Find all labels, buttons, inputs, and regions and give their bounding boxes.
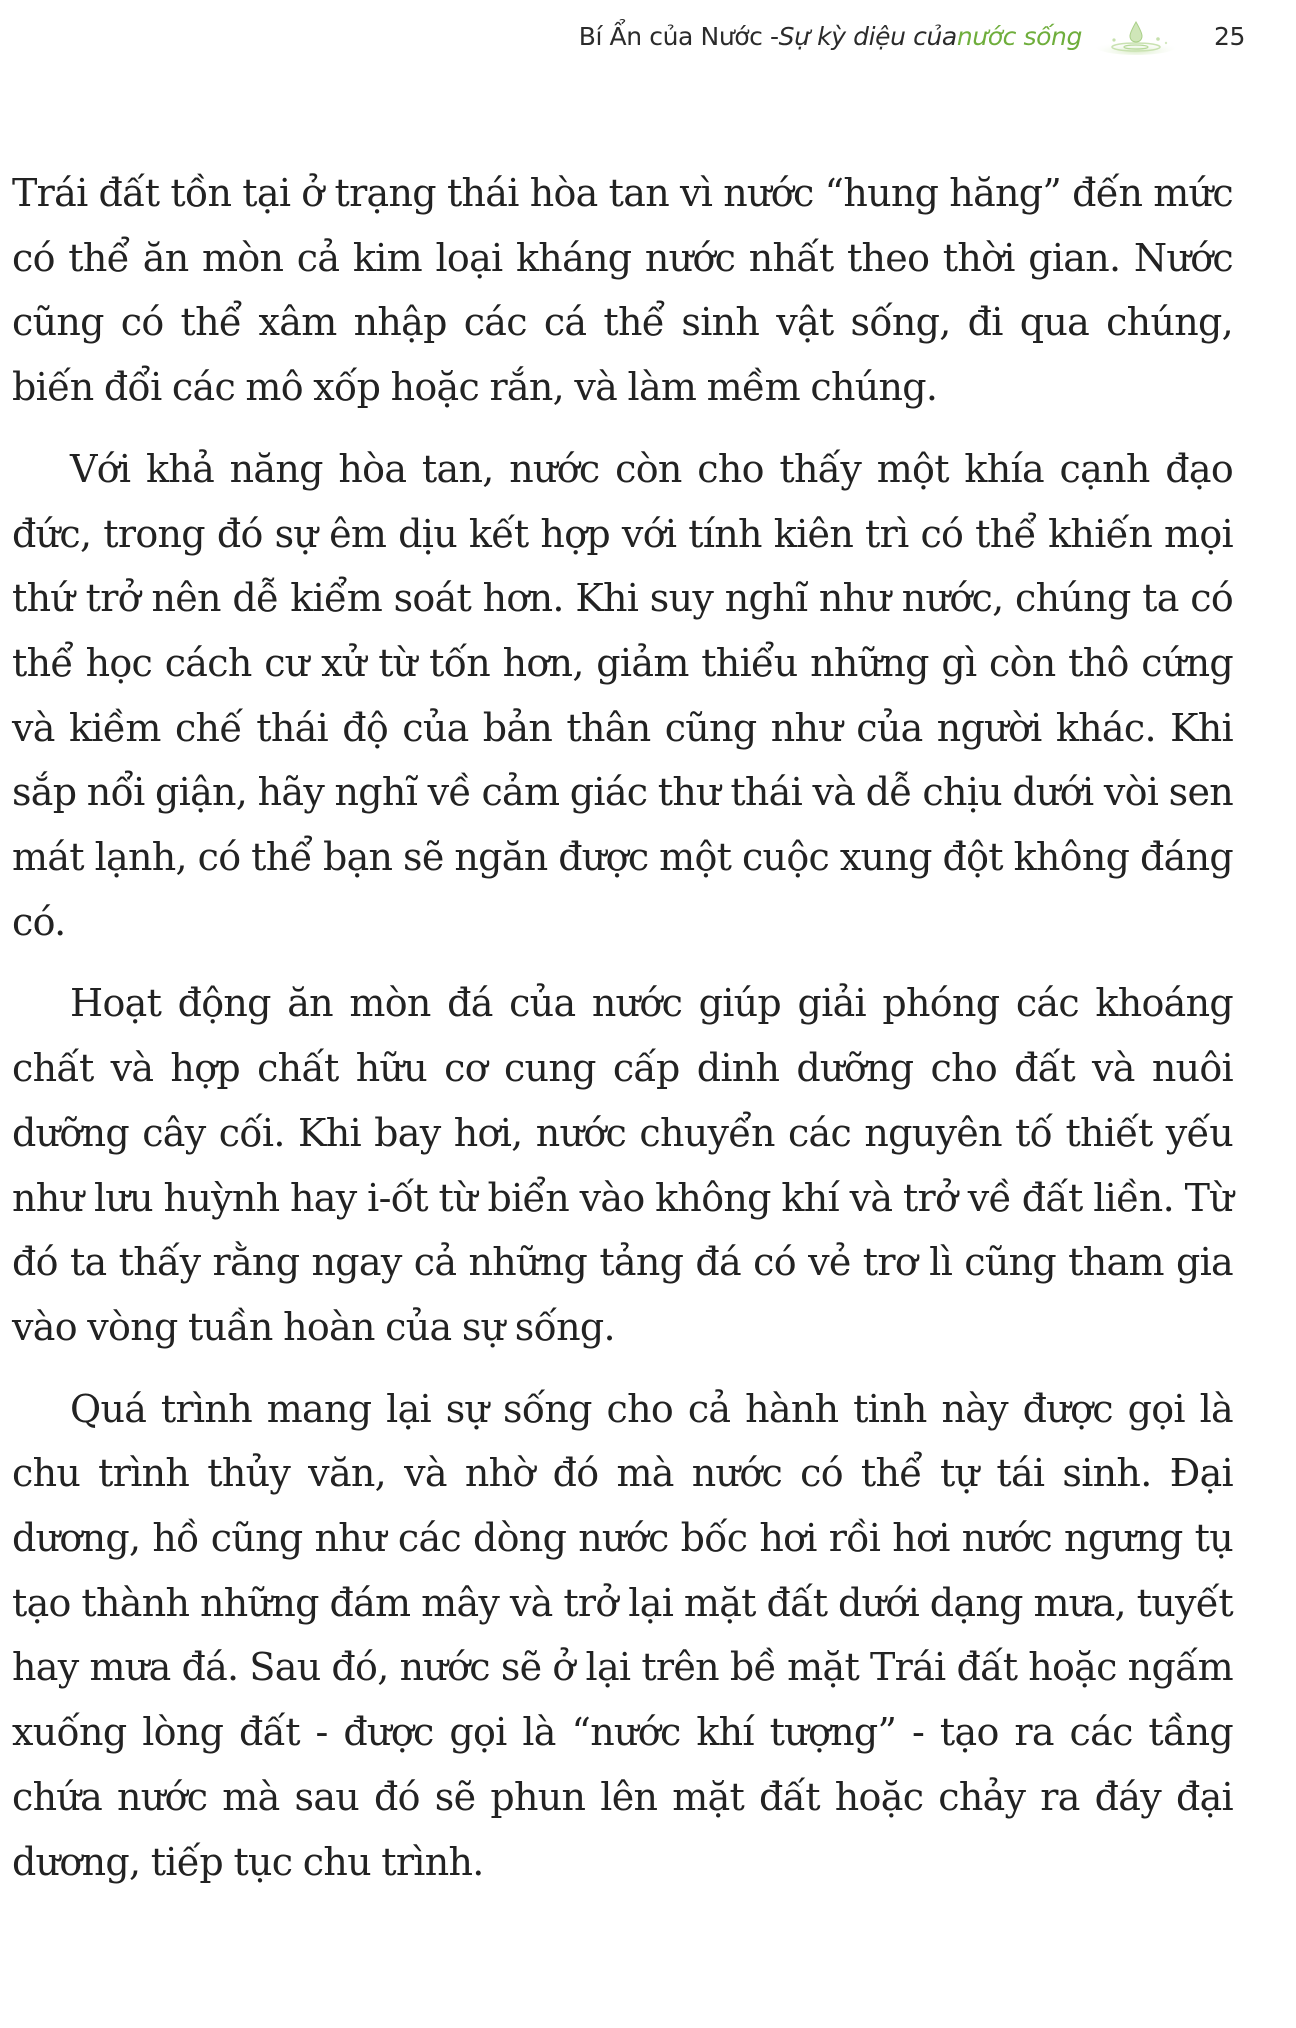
paragraph-1: Trái đất tồn tại ở trạng thái hòa tan vì nước “hung hăng” đến mức có thể ăn mòn cả kim loại kháng nước nhất theo thời gian. Nước cũng có thể xâm nhập các cá thể sinh vật sống, đi qua chúng, biến đổi các mô xốp hoặc rắn, và làm mềm chúng. [12,171,1233,410]
header-subtitle-accent: nước sống [956,21,1082,51]
header-subtitle: Sự kỳ diệu của [778,21,957,51]
paragraph-4: Quá trình mang lại sự sống cho cả hành tinh này được gọi là chu trình thủy văn, và nhờ đó mà nước có thể tự tái sinh. Đại dương, hồ cũng như các dòng nước bốc hơi rồi hơi nước ngưng tụ tạo thành những đám mây và trở lại mặt đất dưới dạng mưa, tuyết hay mưa đá. Sau đó, nước sẽ ở lại trên bề mặt Trái đất hoặc ngấm xuống lòng đất - được gọi là “nước khí tượng” - tạo ra các tầng chứa nước mà sau đó sẽ phun lên mặt đất hoặc chảy ra đáy đại dương, tiếp tục chu trình. [12,1386,1233,1884]
running-header [0,14,1245,58]
paragraph-2: Với khả năng hòa tan, nước còn cho thấy một khía cạnh đạo đức, trong đó sự êm dịu kết hợp với tính kiên trì có thể khiến mọi thứ trở nên dễ kiểm soát hơn. Khi suy nghĩ như nước, chúng ta có thể học cách cư xử từ tốn hơn, giảm thiểu những gì còn thô cứng và kiềm chế thái độ của bản thân cũng như của người khác. Khi sắp nổi giận, hãy nghĩ về cảm giác thư thái và dễ chịu dưới vòi sen mát lạnh, có thể bạn sẽ ngăn được một cuộc xung đột không đáng có. [12,446,1233,944]
page-number: 25 [1213,21,1245,51]
paragraph-3: Hoạt động ăn mòn đá của nước giúp giải phóng các khoáng chất và hợp chất hữu cơ cung cấp dinh dưỡng cho đất và nuôi dưỡng cây cối. Khi bay hơi, nước chuyển các nguyên tố thiết yếu như lưu huỳnh hay i-ốt từ biển vào không khí và trở về đất liền. Từ đó ta thấy rằng ngay cả những tảng đá có vẻ trơ lì cũng tham gia vào vòng tuần hoàn của sự sống. [12,981,1233,1349]
header-book-title: Bí Ẩn của Nước - [578,21,779,51]
water-drop-icon [1094,16,1178,56]
body-text [12,161,1233,1911]
